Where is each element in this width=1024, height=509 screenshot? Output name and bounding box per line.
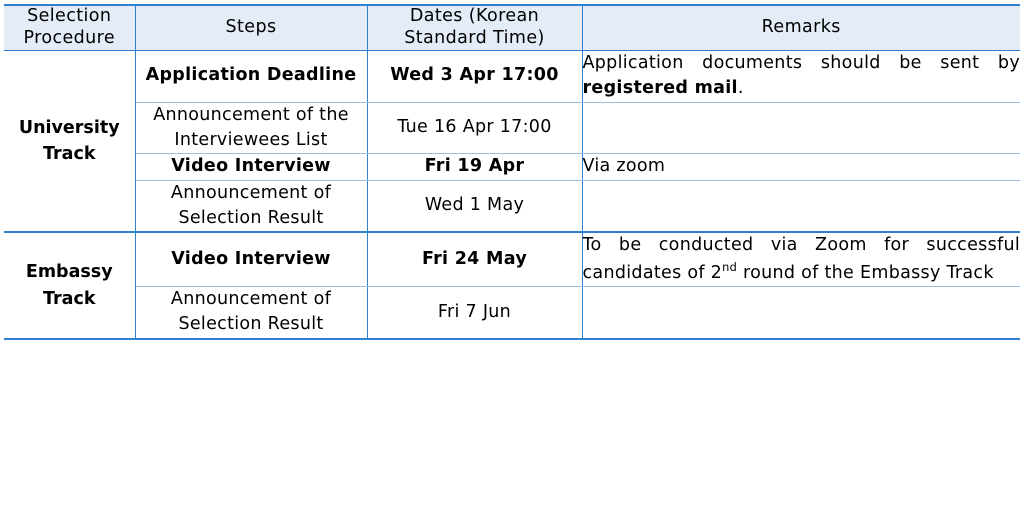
- table-row: [4, 286, 1020, 338]
- header-steps: Steps: [135, 5, 367, 50]
- date-cell: Fri 24 May: [367, 232, 582, 286]
- date-cell: Wed 1 May: [367, 180, 582, 232]
- remark-text-prefix: To be conducted via Zoom for successful candidates of 2: [582, 235, 1020, 283]
- step-cell: Announcement of Selection Result: [135, 180, 367, 232]
- header-dates: Dates (Korean Standard Time): [367, 5, 582, 50]
- step-cell: Video Interview: [135, 232, 367, 286]
- table-row: [4, 50, 1020, 102]
- track-label-university: University Track: [4, 50, 135, 232]
- header-selection-procedure: Selection Procedure: [4, 5, 135, 50]
- remark-ordinal-suffix: nd: [722, 259, 738, 274]
- track-label-embassy: Embassy Track: [4, 232, 135, 338]
- remark-cell: [582, 180, 1020, 232]
- step-cell: Application Deadline: [135, 50, 367, 102]
- table-row: [4, 102, 1020, 154]
- date-cell: Tue 16 Apr 17:00: [367, 102, 582, 154]
- remark-cell: [582, 50, 1020, 102]
- remark-cell: [582, 286, 1020, 338]
- date-cell: Fri 19 Apr: [367, 154, 582, 180]
- remark-cell: [582, 102, 1020, 154]
- date-cell: Fri 7 Jun: [367, 286, 582, 338]
- step-cell: Announcement of the Interviewees List: [135, 102, 367, 154]
- table-row: [4, 180, 1020, 232]
- step-cell: Announcement of Selection Result: [135, 286, 367, 338]
- table-header-row: [4, 5, 1020, 50]
- schedule-document: [0, 4, 1024, 509]
- remark-text-suffix: round of the Embassy Track: [737, 262, 994, 283]
- header-remarks: Remarks: [582, 5, 1020, 50]
- remark-cell: Via zoom: [582, 154, 1020, 180]
- remark-text-bold: registered mail: [582, 78, 738, 99]
- table-row: [4, 154, 1020, 180]
- remark-cell: [582, 232, 1020, 286]
- date-cell: Wed 3 Apr 17:00: [367, 50, 582, 102]
- remark-text-prefix: Application documents should be sent by: [582, 52, 1020, 73]
- selection-schedule-table: [4, 4, 1020, 340]
- step-cell: Video Interview: [135, 154, 367, 180]
- table-row: [4, 232, 1020, 286]
- remark-text-suffix: .: [737, 78, 744, 99]
